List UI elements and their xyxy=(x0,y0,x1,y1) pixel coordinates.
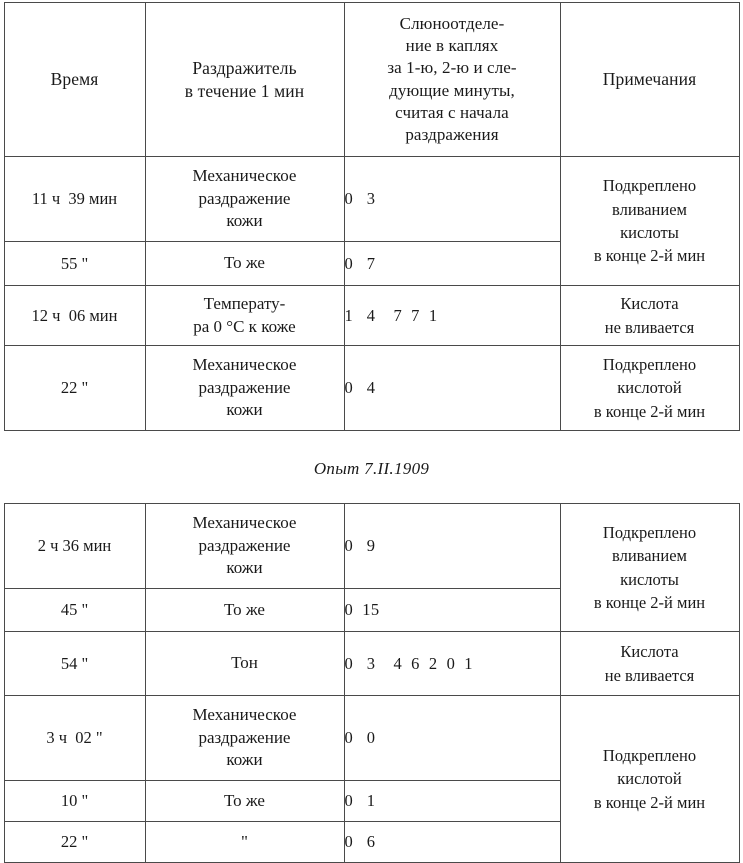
cell-stimulus xyxy=(145,346,344,431)
header-drops-line1: Слюноотделе- xyxy=(399,14,505,34)
experiment-caption: Опыт 7.II.1909 xyxy=(313,459,430,478)
stimulus-line2: раздражение xyxy=(198,535,291,555)
stimulus-line1: Механическое xyxy=(192,704,297,724)
table-row xyxy=(4,504,739,589)
stimulus-line2: раздражение xyxy=(198,727,291,747)
notes-line2: кислотой xyxy=(617,769,682,789)
stimulus-line1: Тон xyxy=(231,653,258,673)
table-row xyxy=(4,696,739,781)
header-notes-label: Примечания xyxy=(602,69,697,90)
header-drops-line4: дующие минуты, xyxy=(389,80,515,100)
cell-time: 55 " xyxy=(4,242,145,286)
experiment-table-1 xyxy=(4,2,740,431)
table-body xyxy=(4,157,739,431)
cell-notes xyxy=(560,157,739,286)
stimulus-line3: кожи xyxy=(226,558,263,578)
cell-stimulus xyxy=(145,822,344,863)
cell-stimulus xyxy=(145,781,344,822)
header-drops-line2: ние в каплях xyxy=(405,36,499,56)
stimulus-line3: кожи xyxy=(226,211,263,231)
notes-line2: не вливается xyxy=(604,665,695,685)
cell-time: 2 ч 36 мин xyxy=(4,504,145,589)
table-row xyxy=(4,346,739,431)
notes-line2: вливанием xyxy=(612,199,687,219)
notes-line1: Подкреплено xyxy=(602,176,697,196)
notes-line1: Кислота xyxy=(620,294,679,314)
table-body xyxy=(4,504,739,863)
cell-drops: 0 9 xyxy=(344,504,560,589)
notes-line1: Подкреплено xyxy=(602,354,697,374)
stimulus-line1: Механическое xyxy=(192,354,297,374)
cell-time: 22 " xyxy=(4,346,145,431)
header-drops-line5: считая с начала xyxy=(395,102,509,122)
stimulus-line2: ра 0 °C к коже xyxy=(193,316,296,336)
stimulus-line2: раздражение xyxy=(198,377,291,397)
header-drops-line6: раздражения xyxy=(405,124,499,144)
notes-line2: не вливается xyxy=(604,317,695,337)
cell-time: 22 " xyxy=(4,822,145,863)
cell-stimulus xyxy=(145,589,344,632)
cell-stimulus xyxy=(145,157,344,242)
column-header-time xyxy=(4,3,145,157)
header-stimulus-line1: Раздражитель xyxy=(192,58,297,79)
stimulus-line1: Механическое xyxy=(192,512,297,532)
cell-drops: 0 6 xyxy=(344,822,560,863)
notes-line3: кислоты xyxy=(620,223,679,242)
notes-line2: кислотой xyxy=(617,378,682,398)
table-header xyxy=(4,3,739,157)
cell-notes xyxy=(560,504,739,632)
cell-stimulus xyxy=(145,286,344,346)
cell-drops: 0 7 xyxy=(344,242,560,286)
cell-drops: 0 4 xyxy=(344,346,560,431)
notes-line1: Подкреплено xyxy=(602,745,697,765)
cell-stimulus xyxy=(145,504,344,589)
cell-notes xyxy=(560,632,739,696)
cell-time: 10 " xyxy=(4,781,145,822)
cell-drops: 0 15 xyxy=(344,589,560,632)
notes-line3: в конце 2-й мин xyxy=(593,401,706,421)
cell-stimulus xyxy=(145,242,344,286)
stimulus-line1: То же xyxy=(224,253,265,273)
cell-time: 45 " xyxy=(4,589,145,632)
notes-line3: в конце 2-й мин xyxy=(593,792,706,812)
column-header-drops xyxy=(344,3,560,157)
table-row xyxy=(4,157,739,242)
stimulus-line1: То же xyxy=(224,599,265,619)
notes-line1: Кислота xyxy=(620,642,679,662)
cell-stimulus xyxy=(145,696,344,781)
cell-drops: 1 4 7 7 1 xyxy=(344,286,560,346)
cell-notes xyxy=(560,346,739,431)
cell-drops: 0 0 xyxy=(344,696,560,781)
notes-line4: в конце 2-й мин xyxy=(593,246,706,266)
cell-time: 11 ч 39 мин xyxy=(4,157,145,242)
header-time-label: Время xyxy=(50,69,99,90)
stimulus-line1: " xyxy=(241,831,248,851)
stimulus-line1: То же xyxy=(224,790,265,810)
notes-line1: Подкреплено xyxy=(602,522,697,542)
caption-spacer-bottom xyxy=(0,477,743,503)
notes-line4: в конце 2-й мин xyxy=(593,592,706,612)
cell-drops: 0 1 xyxy=(344,781,560,822)
cell-time: 54 " xyxy=(4,632,145,696)
stimulus-line1: Температу- xyxy=(203,293,286,313)
cell-notes xyxy=(560,696,739,863)
stimulus-line3: кожи xyxy=(226,750,263,770)
header-row xyxy=(4,3,739,157)
cell-drops: 0 3 4 6 2 0 1 xyxy=(344,632,560,696)
cell-time: 3 ч 02 " xyxy=(4,696,145,781)
notes-line2: вливанием xyxy=(612,546,687,566)
column-header-stimulus xyxy=(145,3,344,157)
table-row xyxy=(4,632,739,696)
stimulus-line3: кожи xyxy=(226,400,263,420)
caption-spacer-top xyxy=(0,431,743,460)
header-stimulus-line2: в течение 1 мин xyxy=(184,80,305,101)
stimulus-line1: Механическое xyxy=(192,165,297,185)
cell-stimulus xyxy=(145,632,344,696)
cell-notes xyxy=(560,286,739,346)
experiment-table-2 xyxy=(4,503,740,863)
table-row xyxy=(4,286,739,346)
stimulus-line2: раздражение xyxy=(198,188,291,208)
header-drops-line3: за 1-ю, 2-ю и сле- xyxy=(387,58,517,78)
cell-drops: 0 3 xyxy=(344,157,560,242)
column-header-notes xyxy=(560,3,739,157)
cell-time: 12 ч 06 мин xyxy=(4,286,145,346)
notes-line3: кислоты xyxy=(620,569,679,589)
